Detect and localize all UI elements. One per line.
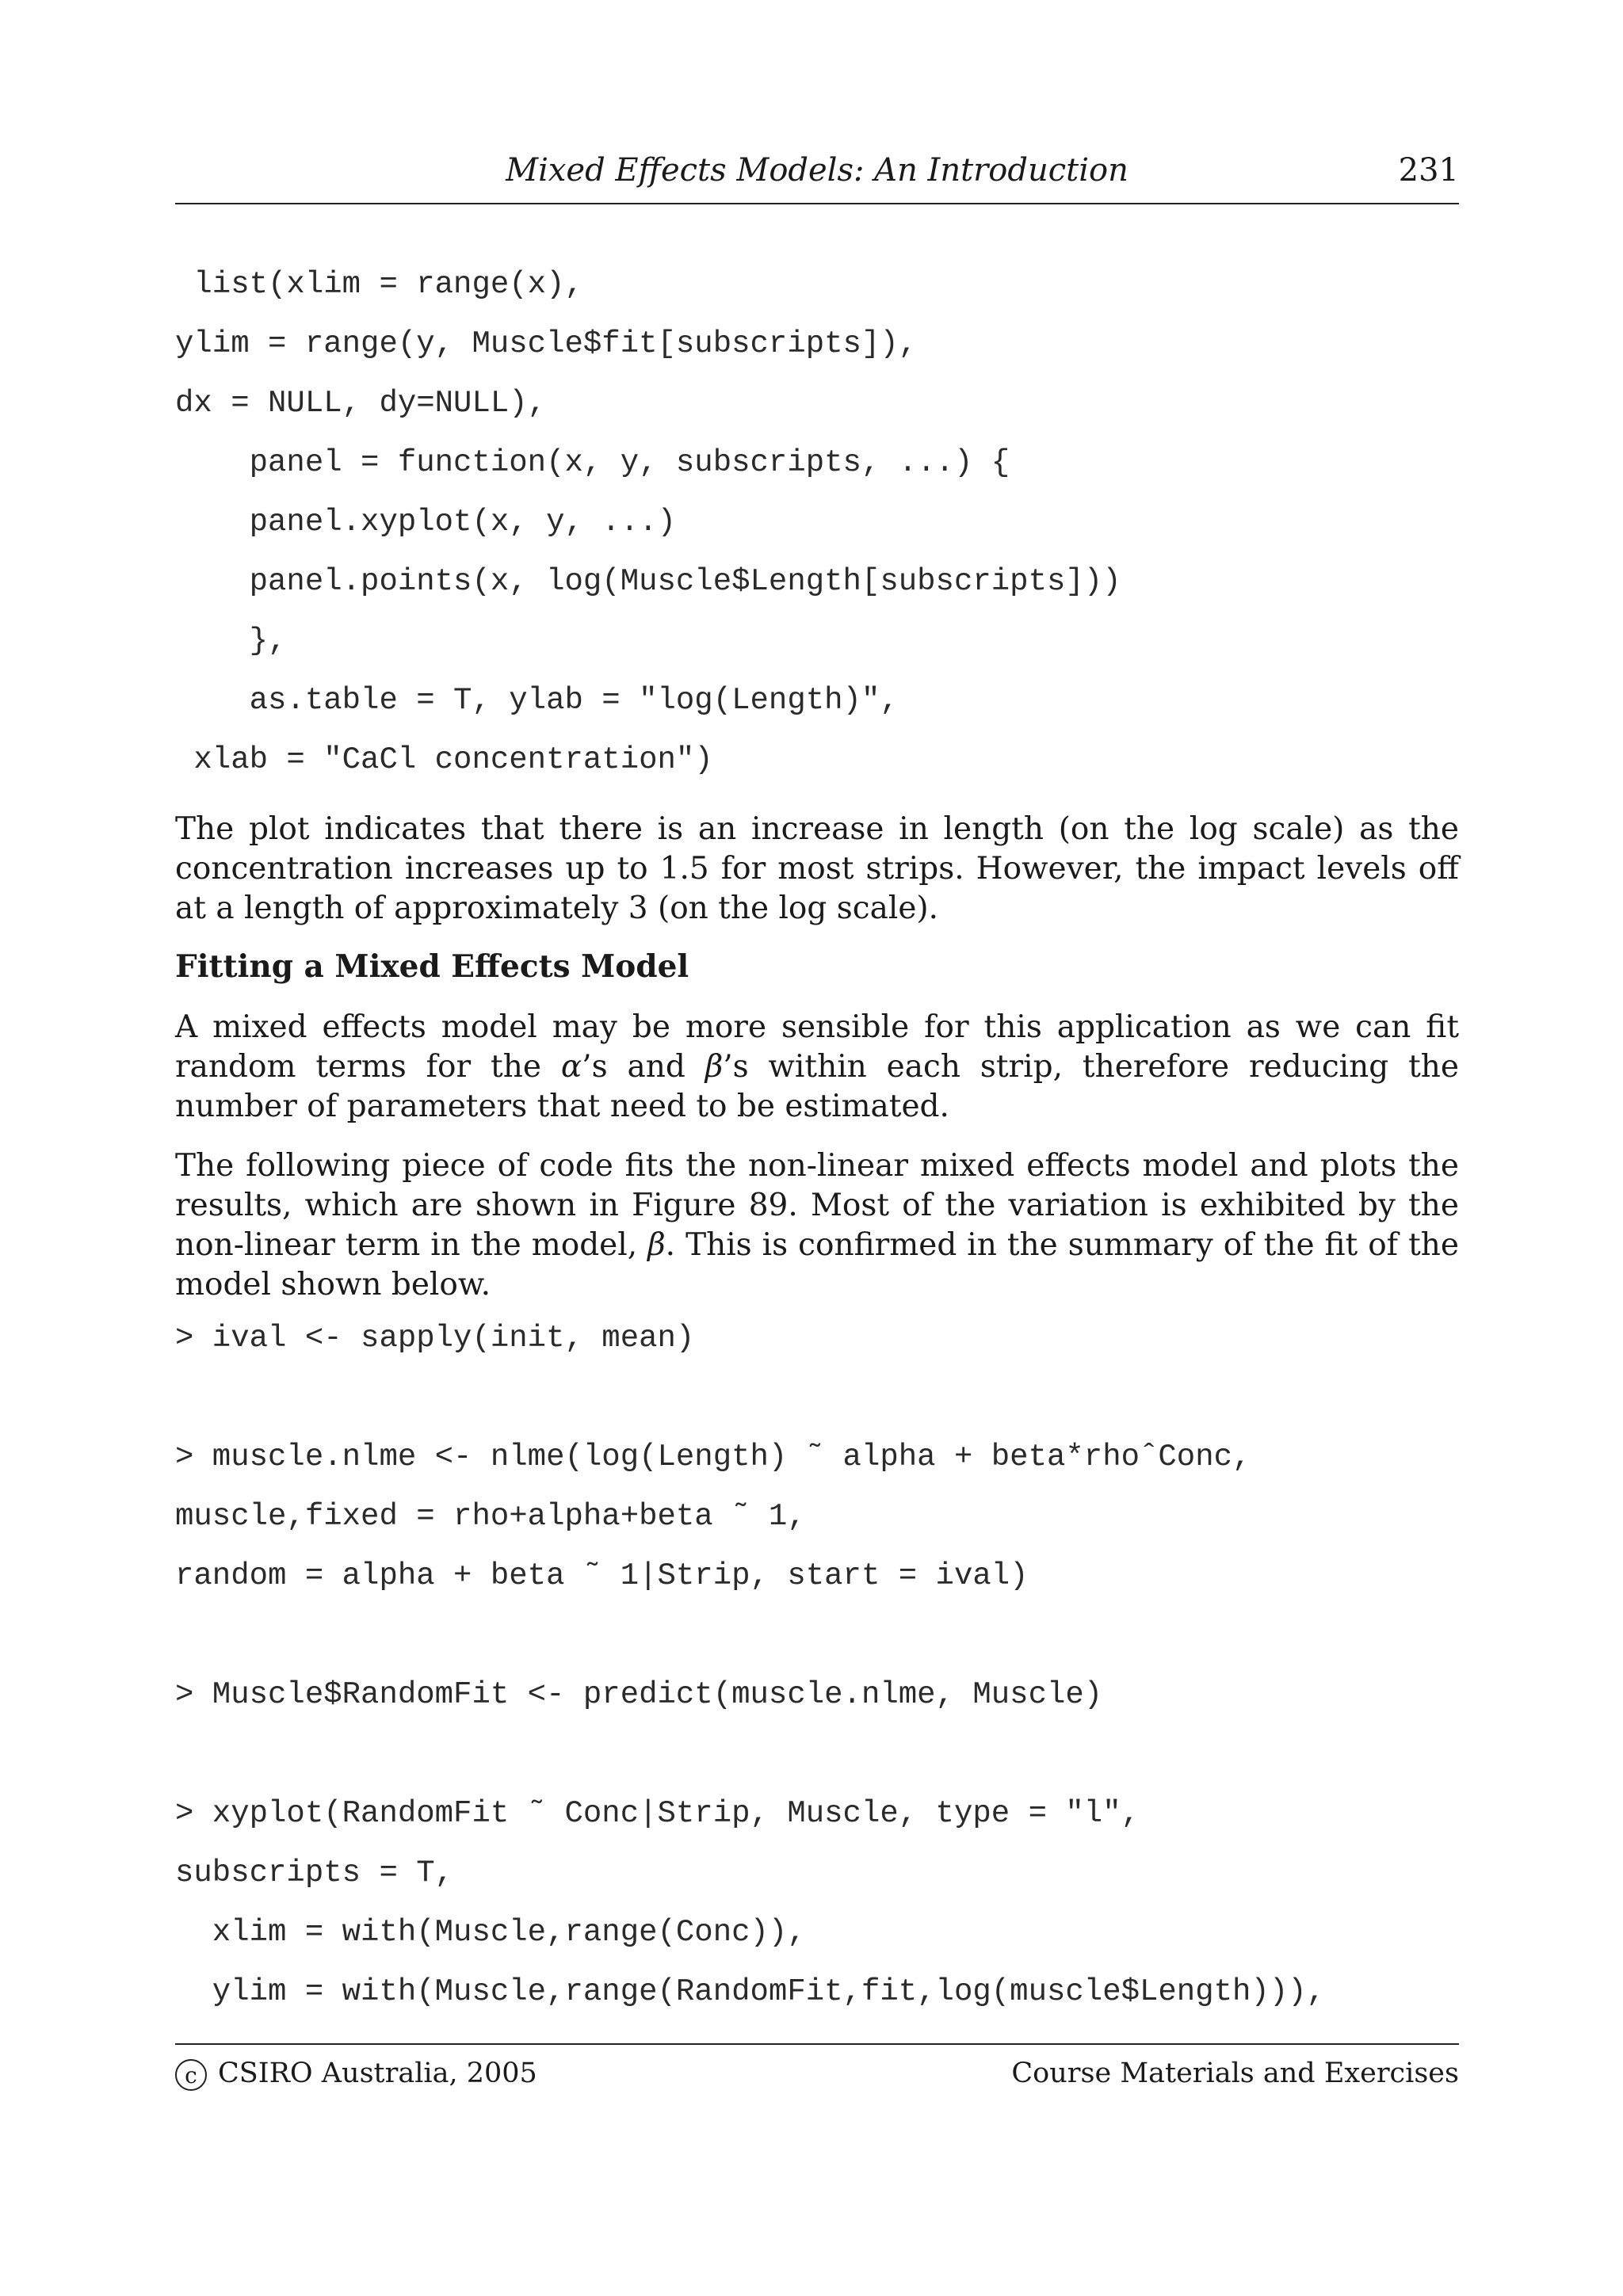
code-line: dx = NULL, dy=NULL), (175, 386, 547, 421)
paragraph-code-intro (175, 1146, 1459, 1305)
copyright-icon: c (175, 2059, 207, 2091)
beta-symbol: β (647, 1227, 666, 1263)
code-line: subscripts = T, (175, 1855, 454, 1890)
para-text: ’s within each strip, therefore reducing the number of parameters that need to be estimated. (175, 1049, 1459, 1124)
para-text: ’s and (582, 1049, 705, 1085)
code-line: > muscle.nlme <- nlme(log(Length) ˜ alpha + beta*rhoˆConc, (175, 1440, 1251, 1474)
code-line: panel.points(x, log(Muscle$Length[subscripts])) (175, 564, 1121, 599)
beta-symbol: β (705, 1049, 724, 1085)
section-heading: Fitting a Mixed Effects Model (175, 948, 689, 985)
paragraph-mixed-model (175, 1008, 1459, 1127)
para-text: A mixed effects model may be more sensible for this application as we can fit random terms for the (175, 1009, 1459, 1085)
footer-copyright (175, 2058, 537, 2091)
para-text: The following piece of code fits the non-linear mixed effects model and plots the results, which are shown in Figure 89. Most of the variation is exhibited by the non-linear term in the model, (175, 1148, 1459, 1263)
code-line: }, (175, 624, 287, 658)
header-title: Mixed Effects Models: An Introduction (506, 152, 1128, 189)
paragraph-plot-description: The plot indicates that there is an increase in length (on the log scale) as the concentration increases up to 1.5 for most strips. However, the impact levels off at a length of approximately 3 (on the log scale). (175, 811, 1459, 926)
code-line: random = alpha + beta ˜ 1|Strip, start = ival) (175, 1558, 1029, 1593)
code-line: > ival <- sapply(init, mean) (175, 1321, 695, 1356)
code-line: muscle,fixed = rho+alpha+beta ˜ 1, (175, 1499, 806, 1534)
page-footer (175, 2043, 1459, 2108)
code-line: > Muscle$RandomFit <- predict(muscle.nlme, Muscle) (175, 1677, 1103, 1712)
code-line: ylim = range(y, Muscle$fit[subscripts]), (175, 326, 918, 361)
code-line: panel = function(x, y, subscripts, ...) { (175, 445, 1010, 480)
code-line: panel.xyplot(x, y, ...) (175, 505, 676, 540)
code-line: as.table = T, ylab = "log(Length)", (175, 683, 899, 718)
alpha-symbol: α (560, 1049, 582, 1085)
para-text: . This is confirmed in the summary of the fit of the model shown below. (175, 1227, 1459, 1302)
code-line: xlim = with(Muscle,range(Conc)), (175, 1915, 806, 1950)
code-line: xlab = "CaCl concentration") (175, 742, 713, 777)
footer-left-text: CSIRO Australia, 2005 (218, 2058, 537, 2089)
footer-course-title: Course Materials and Exercises (1011, 2058, 1459, 2089)
code-line: list(xlim = range(x), (175, 267, 583, 302)
code-line: ylim = with(Muscle,range(RandomFit,fit,log(muscle$Length))), (175, 1974, 1326, 2009)
code-line: > xyplot(RandomFit ˜ Conc|Strip, Muscle, type = "l", (175, 1796, 1140, 1831)
page-number: 231 (1398, 152, 1459, 189)
running-header (175, 147, 1459, 204)
